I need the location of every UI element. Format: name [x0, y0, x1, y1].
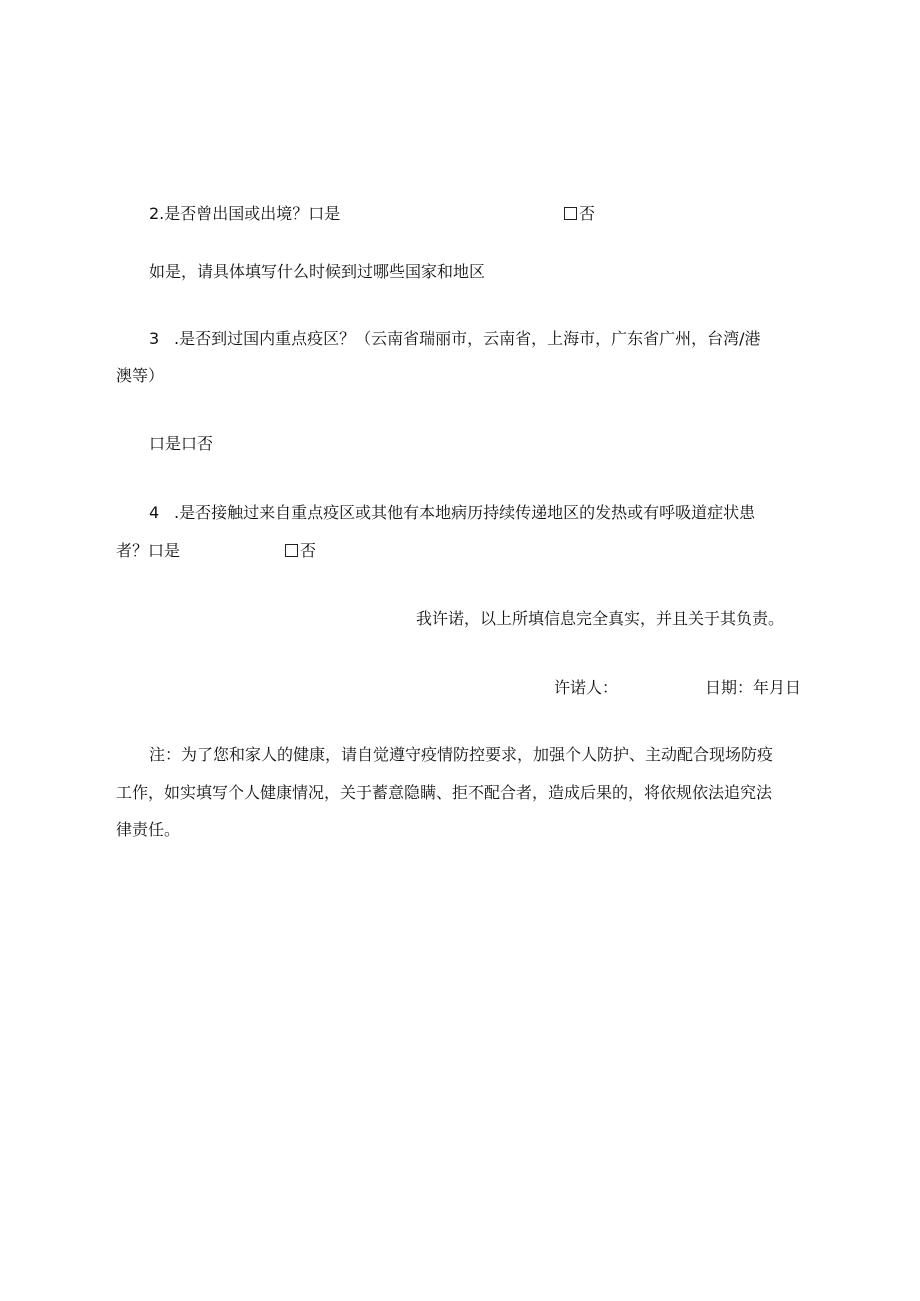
q2-question-text: 2.是否曾出国或出境？: [149, 204, 309, 223]
q2-yes-option[interactable]: 口是: [308, 204, 341, 223]
q2-followup: 如是，请具体填写什么时候到过哪些国家和地区: [149, 262, 486, 281]
q3-text-line1: .是否到过国内重点疫区？（云南省瑞丽市，云南省，上海市，广东省广州，台湾/港: [174, 329, 761, 348]
q2-no-checkbox[interactable]: [564, 207, 577, 220]
date-label: 日期：年月日: [705, 678, 802, 697]
q3-line1: [149, 329, 760, 349]
q4-no-option[interactable]: [285, 541, 316, 561]
signer-label: 许诺人：: [554, 678, 619, 697]
q3-number: 3: [149, 329, 160, 348]
q4-text-line2[interactable]: 者？口是: [116, 541, 181, 560]
note-line1: 注：为了您和家人的健康，请自觉遵守疫情防控要求，加强个人防护、主动配合现场防疫: [149, 745, 774, 764]
q2-no-label: 否: [579, 204, 596, 223]
q4-line2: [116, 541, 180, 561]
note-line3: 律责任。: [116, 820, 181, 839]
q4-no-label: 否: [300, 541, 317, 560]
q2-question: [149, 204, 340, 224]
q3-line2: 澳等）: [116, 366, 165, 385]
q2-no-option[interactable]: [564, 204, 595, 224]
q4-number: 4: [149, 503, 160, 522]
q4-line1: [149, 503, 755, 523]
q4-no-checkbox[interactable]: [285, 544, 298, 557]
q4-text-line1: .是否接触过来自重点疫区或其他有本地病历持续传递地区的发热或有呼吸道症状患: [174, 503, 756, 522]
pledge-statement: 我许诺，以上所填信息完全真实，并且关于其负责。: [416, 609, 785, 628]
note-line2: 工作，如实填写个人健康情况，关于蓄意隐瞒、拒不配合者，造成后果的，将依规依法追究法: [116, 783, 773, 802]
q3-options[interactable]: 口是口否: [149, 434, 214, 453]
